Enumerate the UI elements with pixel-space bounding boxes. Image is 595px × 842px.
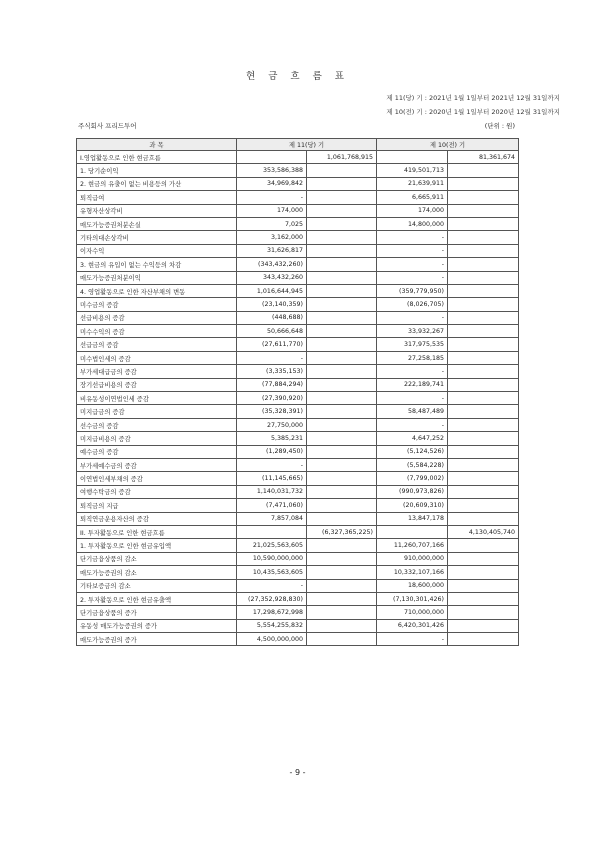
cash-flow-table bbox=[76, 138, 519, 646]
prior-total-cell bbox=[448, 472, 519, 485]
current-total-cell bbox=[307, 392, 377, 405]
row-label: 부가세예수금의 증감 bbox=[77, 458, 237, 471]
row-label: 유동성 매도가능증권의 증가 bbox=[77, 619, 237, 632]
prior-total-cell bbox=[448, 284, 519, 297]
current-total-cell bbox=[307, 579, 377, 592]
row-label: I.영업활동으로 인한 현금흐름 bbox=[77, 151, 237, 164]
current-total-cell bbox=[307, 311, 377, 324]
table-row bbox=[77, 525, 519, 538]
current-total-cell bbox=[307, 512, 377, 525]
current-detail-cell: - bbox=[237, 191, 307, 204]
current-detail-cell: (23,140,359) bbox=[237, 298, 307, 311]
prior-total-cell bbox=[448, 351, 519, 364]
current-detail-cell: (27,352,928,830) bbox=[237, 592, 307, 605]
table-row bbox=[77, 338, 519, 351]
current-detail-cell: 5,554,255,832 bbox=[237, 619, 307, 632]
current-total-cell bbox=[307, 298, 377, 311]
prior-detail-cell: 4,647,252 bbox=[377, 432, 448, 445]
row-label: 예수금의 증감 bbox=[77, 445, 237, 458]
table-row bbox=[77, 458, 519, 471]
current-detail-cell bbox=[237, 151, 307, 164]
prior-total-cell bbox=[448, 231, 519, 244]
header-item: 과 목 bbox=[77, 139, 237, 151]
current-total-cell bbox=[307, 365, 377, 378]
current-detail-cell: 3,162,000 bbox=[237, 231, 307, 244]
prior-total-cell bbox=[448, 177, 519, 190]
period-current: 제 11(당) 기 : 2021년 1월 1일부터 2021년 12월 31일까지 bbox=[386, 94, 560, 102]
table-row bbox=[77, 231, 519, 244]
prior-detail-cell bbox=[377, 525, 448, 538]
current-total-cell bbox=[307, 445, 377, 458]
current-detail-cell: (27,390,920) bbox=[237, 392, 307, 405]
prior-total-cell bbox=[448, 298, 519, 311]
prior-total-cell bbox=[448, 552, 519, 565]
table-row bbox=[77, 432, 519, 445]
row-label: 미수금의 증감 bbox=[77, 298, 237, 311]
prior-total-cell bbox=[448, 217, 519, 230]
row-label: 단기금융상품의 감소 bbox=[77, 552, 237, 565]
current-detail-cell: (77,884,294) bbox=[237, 378, 307, 391]
current-total-cell bbox=[307, 539, 377, 552]
prior-detail-cell: 10,332,107,166 bbox=[377, 566, 448, 579]
current-total-cell bbox=[307, 566, 377, 579]
table-row bbox=[77, 365, 519, 378]
table-row bbox=[77, 151, 519, 164]
current-total-cell bbox=[307, 338, 377, 351]
row-label: 미지급비용의 증감 bbox=[77, 432, 237, 445]
prior-detail-cell: 174,000 bbox=[377, 204, 448, 217]
row-label: 매도가능증권처분이익 bbox=[77, 271, 237, 284]
current-detail-cell: 4,500,000,000 bbox=[237, 633, 307, 646]
prior-total-cell bbox=[448, 539, 519, 552]
row-label: 장기선급비용의 증감 bbox=[77, 378, 237, 391]
row-label: 퇴직연금운용자산의 증감 bbox=[77, 512, 237, 525]
prior-detail-cell: (5,124,526) bbox=[377, 445, 448, 458]
prior-total-cell bbox=[448, 191, 519, 204]
prior-detail-cell: - bbox=[377, 418, 448, 431]
row-label: 퇴직급여 bbox=[77, 191, 237, 204]
table-row bbox=[77, 298, 519, 311]
table-row bbox=[77, 204, 519, 217]
prior-total-cell bbox=[448, 458, 519, 471]
prior-detail-cell: - bbox=[377, 258, 448, 271]
current-total-cell bbox=[307, 378, 377, 391]
table-row bbox=[77, 177, 519, 190]
prior-total-cell bbox=[448, 311, 519, 324]
table-row bbox=[77, 619, 519, 632]
current-total-cell bbox=[307, 258, 377, 271]
prior-detail-cell: 21,639,911 bbox=[377, 177, 448, 190]
prior-detail-cell: 13,847,178 bbox=[377, 512, 448, 525]
prior-detail-cell: - bbox=[377, 633, 448, 646]
current-detail-cell: 10,590,000,000 bbox=[237, 552, 307, 565]
prior-total-cell bbox=[448, 619, 519, 632]
current-detail-cell bbox=[237, 525, 307, 538]
prior-total-cell bbox=[448, 633, 519, 646]
current-total-cell bbox=[307, 284, 377, 297]
table-row bbox=[77, 325, 519, 338]
row-label: 선수금의 증감 bbox=[77, 418, 237, 431]
prior-total-cell bbox=[448, 365, 519, 378]
row-label: 기타의대손상각비 bbox=[77, 231, 237, 244]
table-row bbox=[77, 552, 519, 565]
prior-detail-cell: 33,932,267 bbox=[377, 325, 448, 338]
prior-total-cell bbox=[448, 485, 519, 498]
current-total-cell bbox=[307, 472, 377, 485]
table-header-row bbox=[77, 139, 519, 151]
current-total-cell bbox=[307, 164, 377, 177]
prior-total-cell bbox=[448, 499, 519, 512]
table-row bbox=[77, 592, 519, 605]
prior-detail-cell: (359,779,950) bbox=[377, 284, 448, 297]
row-label: 여행수탁금의 증감 bbox=[77, 485, 237, 498]
table-row bbox=[77, 191, 519, 204]
current-total-cell bbox=[307, 458, 377, 471]
table-row bbox=[77, 633, 519, 646]
current-detail-cell: 343,432,260 bbox=[237, 271, 307, 284]
row-label: 선급금의 증감 bbox=[77, 338, 237, 351]
row-label: 부가세대급금의 증감 bbox=[77, 365, 237, 378]
prior-detail-cell: - bbox=[377, 231, 448, 244]
row-label: 2. 현금의 유출이 없는 비용등의 가산 bbox=[77, 177, 237, 190]
prior-detail-cell: - bbox=[377, 392, 448, 405]
row-label: 미지급금의 증감 bbox=[77, 405, 237, 418]
current-total-cell bbox=[307, 552, 377, 565]
prior-total-cell bbox=[448, 378, 519, 391]
current-detail-cell: 10,435,563,605 bbox=[237, 566, 307, 579]
current-detail-cell: 17,298,672,998 bbox=[237, 606, 307, 619]
table-row bbox=[77, 311, 519, 324]
current-detail-cell: - bbox=[237, 351, 307, 364]
current-detail-cell: 1,140,031,732 bbox=[237, 485, 307, 498]
prior-total-cell bbox=[448, 566, 519, 579]
current-detail-cell: 34,969,842 bbox=[237, 177, 307, 190]
row-label: 매도가능증권의 감소 bbox=[77, 566, 237, 579]
current-detail-cell: 31,626,817 bbox=[237, 244, 307, 257]
prior-total-cell bbox=[448, 606, 519, 619]
header-current: 제 11(당) 기 bbox=[237, 139, 377, 151]
prior-detail-cell: 419,501,713 bbox=[377, 164, 448, 177]
row-label: 1. 당기순이익 bbox=[77, 164, 237, 177]
current-total-cell bbox=[307, 619, 377, 632]
prior-detail-cell: 14,800,000 bbox=[377, 217, 448, 230]
current-detail-cell: 353,586,388 bbox=[237, 164, 307, 177]
prior-total-cell: 81,361,674 bbox=[448, 151, 519, 164]
prior-total-cell bbox=[448, 258, 519, 271]
table-row bbox=[77, 244, 519, 257]
prior-total-cell: 4,130,405,740 bbox=[448, 525, 519, 538]
current-detail-cell: 1,016,644,945 bbox=[237, 284, 307, 297]
table-row bbox=[77, 351, 519, 364]
current-total-cell: (6,327,365,225) bbox=[307, 525, 377, 538]
row-label: 선급비용의 증감 bbox=[77, 311, 237, 324]
company-name: 주식회사 프리드투어 bbox=[78, 122, 137, 130]
current-total-cell bbox=[307, 499, 377, 512]
current-total-cell bbox=[307, 592, 377, 605]
prior-total-cell bbox=[448, 512, 519, 525]
prior-detail-cell: 222,189,741 bbox=[377, 378, 448, 391]
prior-total-cell bbox=[448, 244, 519, 257]
prior-total-cell bbox=[448, 392, 519, 405]
prior-detail-cell: (990,973,826) bbox=[377, 485, 448, 498]
prior-detail-cell: - bbox=[377, 244, 448, 257]
prior-total-cell bbox=[448, 271, 519, 284]
table-row bbox=[77, 392, 519, 405]
document-title: 현 금 흐 름 표 bbox=[246, 71, 349, 82]
period-prior: 제 10(전) 기 : 2020년 1월 1일부터 2020년 12월 31일까지 bbox=[386, 108, 560, 116]
table-row bbox=[77, 378, 519, 391]
current-total-cell bbox=[307, 418, 377, 431]
current-detail-cell: (35,328,391) bbox=[237, 405, 307, 418]
current-total-cell bbox=[307, 485, 377, 498]
current-detail-cell: 21,025,563,605 bbox=[237, 539, 307, 552]
table-row bbox=[77, 284, 519, 297]
current-detail-cell: 7,857,084 bbox=[237, 512, 307, 525]
header-prior: 제 10(전) 기 bbox=[377, 139, 519, 151]
current-detail-cell: 5,385,231 bbox=[237, 432, 307, 445]
table-row bbox=[77, 418, 519, 431]
current-detail-cell: 27,750,000 bbox=[237, 418, 307, 431]
row-label: II. 투자활동으로 인한 현금흐름 bbox=[77, 525, 237, 538]
table-row bbox=[77, 512, 519, 525]
current-total-cell bbox=[307, 405, 377, 418]
prior-detail-cell: 317,975,535 bbox=[377, 338, 448, 351]
prior-detail-cell: - bbox=[377, 271, 448, 284]
row-label: 4. 영업활동으로 인한 자산부채의 변동 bbox=[77, 284, 237, 297]
row-label: 이자수익 bbox=[77, 244, 237, 257]
table-row bbox=[77, 566, 519, 579]
row-label: 비유동성이연법인세 증감 bbox=[77, 392, 237, 405]
prior-detail-cell: 6,420,301,426 bbox=[377, 619, 448, 632]
current-total-cell bbox=[307, 217, 377, 230]
current-total-cell bbox=[307, 244, 377, 257]
table-row bbox=[77, 499, 519, 512]
prior-total-cell bbox=[448, 579, 519, 592]
prior-detail-cell: (5,584,228) bbox=[377, 458, 448, 471]
prior-detail-cell: (20,609,310) bbox=[377, 499, 448, 512]
table-row bbox=[77, 164, 519, 177]
row-label: 미수수익의 증감 bbox=[77, 325, 237, 338]
current-detail-cell: (11,145,665) bbox=[237, 472, 307, 485]
current-total-cell bbox=[307, 177, 377, 190]
prior-detail-cell: 18,600,000 bbox=[377, 579, 448, 592]
prior-total-cell bbox=[448, 405, 519, 418]
prior-detail-cell: 58,487,489 bbox=[377, 405, 448, 418]
current-detail-cell: (27,611,770) bbox=[237, 338, 307, 351]
current-total-cell bbox=[307, 271, 377, 284]
prior-total-cell bbox=[448, 592, 519, 605]
current-total-cell bbox=[307, 204, 377, 217]
prior-detail-cell bbox=[377, 151, 448, 164]
table-row bbox=[77, 539, 519, 552]
current-total-cell bbox=[307, 191, 377, 204]
row-label: 3. 현금의 유입이 없는 수익등의 차감 bbox=[77, 258, 237, 271]
prior-detail-cell: - bbox=[377, 365, 448, 378]
prior-detail-cell: 27,258,185 bbox=[377, 351, 448, 364]
current-detail-cell: (448,688) bbox=[237, 311, 307, 324]
table-row bbox=[77, 472, 519, 485]
current-detail-cell: 7,025 bbox=[237, 217, 307, 230]
row-label: 1. 투자활동으로 인한 현금유입액 bbox=[77, 539, 237, 552]
prior-detail-cell: 910,000,000 bbox=[377, 552, 448, 565]
current-detail-cell: - bbox=[237, 579, 307, 592]
table-row bbox=[77, 445, 519, 458]
prior-detail-cell: 710,000,000 bbox=[377, 606, 448, 619]
prior-detail-cell: (7,799,002) bbox=[377, 472, 448, 485]
current-total-cell bbox=[307, 231, 377, 244]
prior-detail-cell: (7,130,301,426) bbox=[377, 592, 448, 605]
prior-total-cell bbox=[448, 445, 519, 458]
row-label: 미수법인세의 증감 bbox=[77, 351, 237, 364]
row-label: 유형자산상각비 bbox=[77, 204, 237, 217]
table-row bbox=[77, 271, 519, 284]
current-detail-cell: (7,471,060) bbox=[237, 499, 307, 512]
row-label: 2. 투자활동으로 인한 현금유출액 bbox=[77, 592, 237, 605]
table-row bbox=[77, 405, 519, 418]
prior-detail-cell: (8,026,705) bbox=[377, 298, 448, 311]
table-row bbox=[77, 579, 519, 592]
row-label: 이연법인세부채의 증감 bbox=[77, 472, 237, 485]
prior-total-cell bbox=[448, 204, 519, 217]
prior-total-cell bbox=[448, 432, 519, 445]
current-total-cell: 1,061,768,915 bbox=[307, 151, 377, 164]
row-label: 단기금융상품의 증가 bbox=[77, 606, 237, 619]
table-row bbox=[77, 606, 519, 619]
table-row bbox=[77, 485, 519, 498]
row-label: 매도가능증권의 증가 bbox=[77, 633, 237, 646]
current-detail-cell: 50,666,648 bbox=[237, 325, 307, 338]
table-row bbox=[77, 217, 519, 230]
row-label: 퇴직금의 지급 bbox=[77, 499, 237, 512]
current-detail-cell: - bbox=[237, 458, 307, 471]
prior-detail-cell: 11,260,707,166 bbox=[377, 539, 448, 552]
current-total-cell bbox=[307, 633, 377, 646]
prior-total-cell bbox=[448, 338, 519, 351]
current-total-cell bbox=[307, 325, 377, 338]
prior-detail-cell: - bbox=[377, 311, 448, 324]
page-number: - 9 - bbox=[289, 768, 306, 777]
table-row bbox=[77, 258, 519, 271]
prior-total-cell bbox=[448, 164, 519, 177]
prior-total-cell bbox=[448, 325, 519, 338]
current-total-cell bbox=[307, 432, 377, 445]
current-detail-cell: 174,000 bbox=[237, 204, 307, 217]
row-label: 매도가능증권처분손실 bbox=[77, 217, 237, 230]
unit-label: (단위 : 원) bbox=[484, 122, 515, 130]
current-detail-cell: (1,289,450) bbox=[237, 445, 307, 458]
current-total-cell bbox=[307, 606, 377, 619]
row-label: 기타보증금의 감소 bbox=[77, 579, 237, 592]
prior-total-cell bbox=[448, 418, 519, 431]
current-detail-cell: (343,432,260) bbox=[237, 258, 307, 271]
prior-detail-cell: 6,665,911 bbox=[377, 191, 448, 204]
current-detail-cell: (3,335,153) bbox=[237, 365, 307, 378]
current-total-cell bbox=[307, 351, 377, 364]
